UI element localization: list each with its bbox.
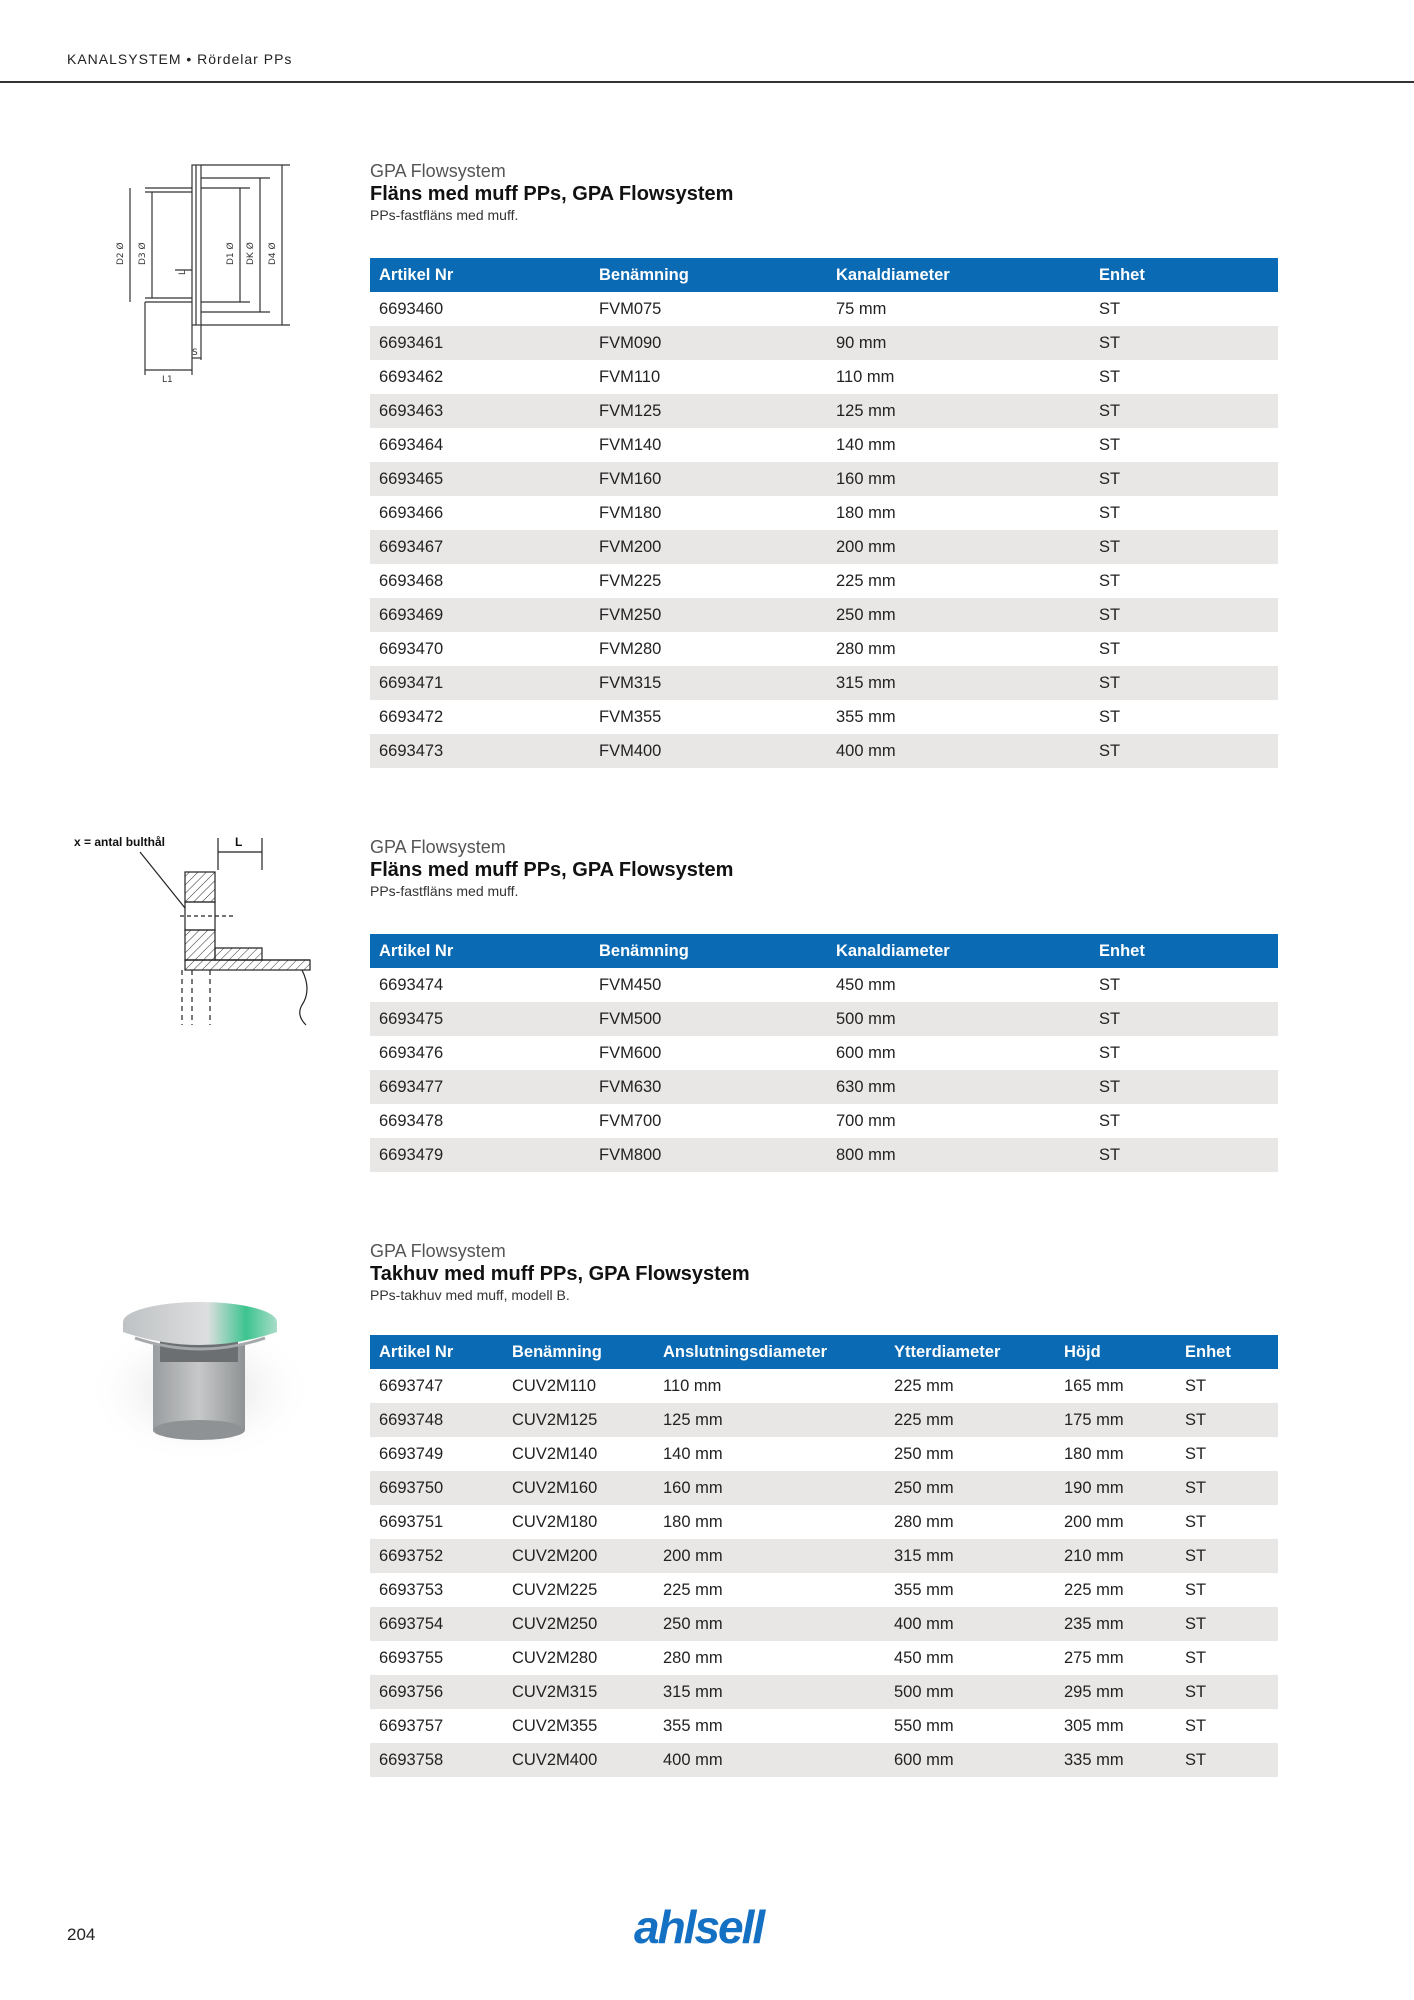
table-cell: 400 mm <box>827 734 1090 768</box>
table-cell: 6693462 <box>379 367 444 386</box>
table-cell: ST <box>1090 1138 1278 1172</box>
table-cell: CUV2M200 <box>503 1539 654 1573</box>
table-row <box>370 428 1278 462</box>
table-row <box>370 598 1278 632</box>
roof-cowl-image <box>85 1280 315 1470</box>
product-description: PPs-fastfläns med muff. <box>370 883 519 899</box>
table-cell: 90 mm <box>827 326 1090 360</box>
product-table-1 <box>370 258 1278 768</box>
table-row <box>370 968 1278 1002</box>
table-cell: FVM250 <box>590 598 827 632</box>
table-cell: 6693753 <box>379 1580 444 1599</box>
table-cell: FVM400 <box>590 734 827 768</box>
label-d1: D1 Ø <box>226 242 236 265</box>
table-cell: ST <box>1176 1539 1278 1573</box>
header-breadcrumb: KANALSYSTEM • Rördelar PPs <box>67 51 293 67</box>
table-cell: 110 mm <box>836 367 895 386</box>
col-enhet: Enhet <box>1090 934 1278 968</box>
table-cell: 6693473 <box>370 734 590 768</box>
table-cell: 250 mm <box>885 1471 1055 1505</box>
table-cell: ST <box>1176 1743 1278 1777</box>
table-row <box>370 1607 1278 1641</box>
table-cell: 6693461 <box>370 326 590 360</box>
table-row <box>370 1070 1278 1104</box>
col-benamning: Benämning <box>503 1335 654 1369</box>
col-benamning: Benämning <box>590 258 827 292</box>
table-cell: ST <box>1185 1580 1207 1599</box>
table-cell: 315 mm <box>827 666 1090 700</box>
col-artikel-nr: Artikel Nr <box>370 934 590 968</box>
col-artikel-nr: Artikel Nr <box>370 258 590 292</box>
table-cell: 6693754 <box>370 1607 503 1641</box>
table-cell: ST <box>1099 1043 1121 1062</box>
product-title: Fläns med muff PPs, GPA Flowsystem <box>370 859 734 881</box>
col-anslutningsdiameter: Anslutningsdiameter <box>654 1335 885 1369</box>
table-cell: 160 mm <box>827 462 1090 496</box>
table-row <box>370 666 1278 700</box>
label-l1: L1 <box>162 375 173 385</box>
flange-drawing-2 <box>70 830 320 1030</box>
table-cell: 6693750 <box>370 1471 503 1505</box>
table-cell: CUV2M315 <box>503 1675 654 1709</box>
table-row <box>370 1641 1278 1675</box>
table-cell: FVM600 <box>599 1043 662 1062</box>
table-cell: 6693469 <box>370 598 590 632</box>
col-kanaldiameter: Kanaldiameter <box>827 934 1090 968</box>
table-row <box>370 700 1278 734</box>
product-table-2 <box>370 934 1278 1172</box>
table-cell: ST <box>1176 1471 1278 1505</box>
table-cell: 315 mm <box>885 1539 1055 1573</box>
table-cell: ST <box>1090 530 1278 564</box>
table-cell: 280 mm <box>894 1512 954 1531</box>
table-cell: 305 mm <box>1064 1716 1124 1735</box>
table-cell: 225 mm <box>885 1403 1055 1437</box>
ahlsell-logo: ahlsell <box>634 1901 764 1953</box>
table-cell: ST <box>1090 598 1278 632</box>
table-cell: 700 mm <box>836 1111 896 1130</box>
table-cell: 6693479 <box>370 1138 590 1172</box>
table-cell: 400 mm <box>885 1607 1055 1641</box>
section-2-info <box>370 836 733 900</box>
table-cell: 225 mm <box>836 571 896 590</box>
table-cell: 6693474 <box>379 975 444 994</box>
col-enhet: Enhet <box>1090 258 1278 292</box>
table-cell: 6693468 <box>379 571 444 590</box>
table-cell: 175 mm <box>1055 1403 1176 1437</box>
label-bolt-holes: x = antal bulthål <box>74 835 166 849</box>
table-cell: 235 mm <box>1055 1607 1176 1641</box>
table-cell: 200 mm <box>654 1539 885 1573</box>
table-cell: ST <box>1185 1716 1207 1735</box>
table-cell: ST <box>1099 367 1121 386</box>
table-cell: 6693475 <box>370 1002 590 1036</box>
table-cell: 6693747 <box>379 1376 444 1395</box>
col-hojd: Höjd <box>1055 1335 1176 1369</box>
table-row <box>370 496 1278 530</box>
product-title: Fläns med muff PPs, GPA Flowsystem <box>370 183 734 205</box>
table-cell: ST <box>1185 1444 1207 1463</box>
table-row <box>370 1002 1278 1036</box>
table-cell: CUV2M355 <box>512 1716 598 1735</box>
table-cell: 6693749 <box>379 1444 444 1463</box>
table-cell: 275 mm <box>1064 1648 1124 1667</box>
table-cell: FVM125 <box>590 394 827 428</box>
table-cell: 125 mm <box>654 1403 885 1437</box>
page-header <box>0 0 1414 83</box>
table-cell: 200 mm <box>827 530 1090 564</box>
table-cell: 280 mm <box>836 639 896 658</box>
table-cell: ST <box>1099 503 1121 522</box>
table-cell: FVM450 <box>599 975 662 994</box>
table-cell: 110 mm <box>663 1376 722 1395</box>
table-cell: 6693463 <box>370 394 590 428</box>
label-l: L <box>178 269 188 275</box>
table-row <box>370 632 1278 666</box>
table-cell: ST <box>1185 1376 1207 1395</box>
table-cell: FVM500 <box>590 1002 827 1036</box>
table-cell: CUV2M125 <box>503 1403 654 1437</box>
table-cell: 6693460 <box>379 299 444 318</box>
table-cell: ST <box>1099 571 1121 590</box>
table-cell: FVM180 <box>599 503 662 522</box>
table-cell: 180 mm <box>1064 1444 1124 1463</box>
table-cell: ST <box>1090 666 1278 700</box>
table-cell: 140 mm <box>663 1444 723 1463</box>
table-body <box>370 1369 1278 1777</box>
table-cell: CUV2M280 <box>512 1648 598 1667</box>
table-cell: 6693757 <box>379 1716 444 1735</box>
table-cell: ST <box>1090 734 1278 768</box>
table-row <box>370 360 1278 394</box>
table-cell: 200 mm <box>1064 1512 1124 1531</box>
table-cell: 180 mm <box>663 1512 723 1531</box>
table-cell: 400 mm <box>654 1743 885 1777</box>
table-cell: CUV2M110 <box>512 1376 597 1395</box>
table-cell: 225 mm <box>663 1580 723 1599</box>
table-header-row <box>370 934 1278 968</box>
table-cell: ST <box>1185 1512 1207 1531</box>
table-cell: 800 mm <box>827 1138 1090 1172</box>
table-row <box>370 1036 1278 1070</box>
table-cell: 6693756 <box>370 1675 503 1709</box>
table-row <box>370 1403 1278 1437</box>
table-row <box>370 1709 1278 1743</box>
table-cell: ST <box>1090 394 1278 428</box>
table-cell: 6693467 <box>370 530 590 564</box>
table-cell: FVM355 <box>599 707 662 726</box>
col-kanaldiameter: Kanaldiameter <box>827 258 1090 292</box>
table-row <box>370 1573 1278 1607</box>
table-row <box>370 394 1278 428</box>
table-row <box>370 1743 1278 1777</box>
table-cell: 355 mm <box>894 1580 954 1599</box>
label-d3: D3 Ø <box>138 242 148 265</box>
table-cell: 250 mm <box>827 598 1090 632</box>
table-cell: ST <box>1099 299 1121 318</box>
table-cell: 355 mm <box>836 707 896 726</box>
table-cell: 250 mm <box>654 1607 885 1641</box>
table-row <box>370 734 1278 768</box>
table-cell: ST <box>1090 1002 1278 1036</box>
table-cell: 315 mm <box>654 1675 885 1709</box>
table-cell: FVM280 <box>599 639 662 658</box>
label-d2: D2 Ø <box>116 242 126 265</box>
table-cell: FVM075 <box>599 299 662 318</box>
table-cell: FVM700 <box>599 1111 662 1130</box>
table-row <box>370 1675 1278 1709</box>
table-cell: 6693465 <box>370 462 590 496</box>
product-description: PPs-fastfläns med muff. <box>370 207 519 223</box>
table-cell: ST <box>1090 1070 1278 1104</box>
table-body <box>370 292 1278 768</box>
table-cell: ST <box>1099 435 1121 454</box>
table-cell: 6693478 <box>379 1111 444 1130</box>
table-cell: ST <box>1099 1111 1121 1130</box>
table-cell: 6693758 <box>370 1743 503 1777</box>
brand-name: GPA Flowsystem <box>370 837 506 857</box>
table-cell: 600 mm <box>885 1743 1055 1777</box>
label-s: S <box>192 348 198 358</box>
table-cell: 295 mm <box>1055 1675 1176 1709</box>
table-row <box>370 1104 1278 1138</box>
table-cell: 6693755 <box>379 1648 444 1667</box>
table-cell: 550 mm <box>894 1716 954 1735</box>
table-row <box>370 326 1278 360</box>
table-cell: ST <box>1099 707 1121 726</box>
label-d4: D4 Ø <box>268 242 278 265</box>
table-cell: CUV2M180 <box>512 1512 598 1531</box>
table-row <box>370 1471 1278 1505</box>
table-cell: CUV2M160 <box>503 1471 654 1505</box>
table-cell: 225 mm <box>894 1376 954 1395</box>
table-cell: ST <box>1176 1607 1278 1641</box>
table-cell: 6693472 <box>379 707 444 726</box>
table-cell: 250 mm <box>894 1444 954 1463</box>
table-cell: ST <box>1090 326 1278 360</box>
table-cell: 180 mm <box>836 503 896 522</box>
product-description: PPs-takhuv med muff, modell B. <box>370 1287 570 1303</box>
table-cell: ST <box>1176 1675 1278 1709</box>
table-cell: 630 mm <box>827 1070 1090 1104</box>
product-title: Takhuv med muff PPs, GPA Flowsystem <box>370 1263 750 1285</box>
table-cell: 6693464 <box>379 435 444 454</box>
label-dk: DK Ø <box>246 242 256 265</box>
table-cell: ST <box>1099 639 1121 658</box>
product-table-3 <box>370 1335 1278 1777</box>
table-cell: 500 mm <box>827 1002 1090 1036</box>
table-cell: 75 mm <box>836 299 887 318</box>
table-row <box>370 1539 1278 1573</box>
table-cell: FVM090 <box>590 326 827 360</box>
table-row <box>370 1138 1278 1172</box>
table-body <box>370 968 1278 1172</box>
table-cell: CUV2M140 <box>512 1444 598 1463</box>
table-row <box>370 1437 1278 1471</box>
table-cell: 6693477 <box>370 1070 590 1104</box>
table-cell: 335 mm <box>1055 1743 1176 1777</box>
table-cell: 6693476 <box>379 1043 444 1062</box>
table-cell: CUV2M250 <box>503 1607 654 1641</box>
table-cell: 190 mm <box>1055 1471 1176 1505</box>
col-ytterdiameter: Ytterdiameter <box>885 1335 1055 1369</box>
table-row <box>370 564 1278 598</box>
table-cell: 500 mm <box>885 1675 1055 1709</box>
table-cell: 6693752 <box>370 1539 503 1573</box>
table-cell: CUV2M400 <box>503 1743 654 1777</box>
flange-drawing-1 <box>100 160 310 395</box>
table-cell: 450 mm <box>836 975 896 994</box>
table-cell: FVM800 <box>590 1138 827 1172</box>
table-cell: 125 mm <box>827 394 1090 428</box>
table-cell: 6693751 <box>379 1512 444 1531</box>
col-artikel-nr: Artikel Nr <box>370 1335 503 1369</box>
table-cell: FVM140 <box>599 435 662 454</box>
table-cell: ST <box>1185 1648 1207 1667</box>
table-cell: 280 mm <box>663 1648 723 1667</box>
table-row <box>370 1505 1278 1539</box>
section-1-info <box>370 160 733 224</box>
table-cell: 6693471 <box>370 666 590 700</box>
table-cell: 450 mm <box>894 1648 954 1667</box>
table-row <box>370 530 1278 564</box>
table-cell: 6693466 <box>379 503 444 522</box>
table-cell: ST <box>1099 975 1121 994</box>
table-cell: 6693748 <box>370 1403 503 1437</box>
table-cell: FVM200 <box>590 530 827 564</box>
table-cell: FVM225 <box>599 571 662 590</box>
page-number: 204 <box>67 1925 96 1944</box>
table-cell: 140 mm <box>836 435 896 454</box>
table-header-row <box>370 1335 1278 1369</box>
table-cell: 160 mm <box>654 1471 885 1505</box>
col-enhet: Enhet <box>1176 1335 1278 1369</box>
table-cell: 6693470 <box>379 639 444 658</box>
table-cell: 600 mm <box>836 1043 896 1062</box>
table-row <box>370 292 1278 326</box>
table-cell: FVM630 <box>590 1070 827 1104</box>
brand-name: GPA Flowsystem <box>370 1241 506 1261</box>
label-l-2: L <box>235 835 243 849</box>
table-cell: FVM315 <box>590 666 827 700</box>
table-cell: CUV2M225 <box>512 1580 598 1599</box>
table-cell: 355 mm <box>663 1716 723 1735</box>
table-cell: 225 mm <box>1064 1580 1124 1599</box>
table-cell: FVM110 <box>599 367 661 386</box>
table-cell: 210 mm <box>1055 1539 1176 1573</box>
col-benamning: Benämning <box>590 934 827 968</box>
brand-name: GPA Flowsystem <box>370 161 506 181</box>
table-header-row <box>370 258 1278 292</box>
table-row <box>370 462 1278 496</box>
table-cell: 165 mm <box>1064 1376 1124 1395</box>
table-cell: ST <box>1090 462 1278 496</box>
table-row <box>370 1369 1278 1403</box>
section-3-info <box>370 1240 750 1304</box>
table-cell: FVM160 <box>590 462 827 496</box>
table-cell: ST <box>1176 1403 1278 1437</box>
